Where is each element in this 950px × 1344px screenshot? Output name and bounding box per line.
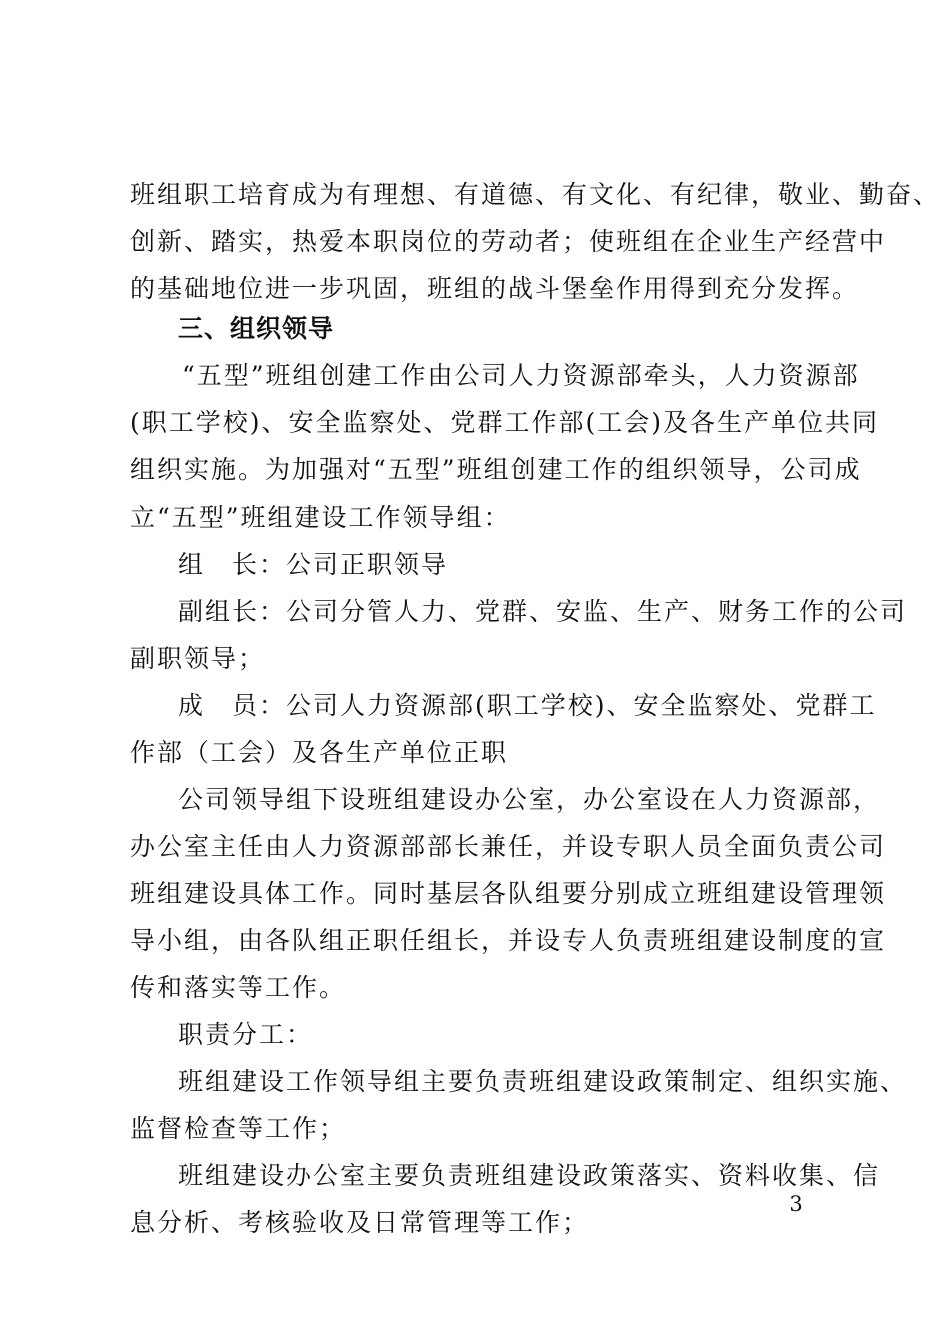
text-line: 公司领导组下设班组建设办公室，办公室设在人力资源部， bbox=[178, 785, 881, 814]
section-heading: 三、组织领导 bbox=[178, 314, 335, 343]
text-line: 监督检查等工作； bbox=[130, 1114, 347, 1143]
text-line: 立“五型”班组建设工作领导组： bbox=[130, 503, 511, 532]
text-line: 班组职工培育成为有理想、有道德、有文化、有纪律，敬业、勤奋、 bbox=[130, 180, 941, 209]
text-line: (职工学校)、安全监察处、党群工作部(工会)及各生产单位共同 bbox=[130, 408, 880, 437]
text-line: 组织实施。为加强对“五型”班组创建工作的组织领导，公司成 bbox=[130, 455, 862, 484]
text-line: 副组长：公司分管人力、党群、安监、生产、财务工作的公司 bbox=[178, 597, 908, 626]
text-line: 创新、踏实，热爱本职岗位的劳动者；使班组在企业生产经营中 bbox=[130, 227, 887, 256]
text-line: 的基础地位进一步巩固，班组的战斗堡垒作用得到充分发挥。 bbox=[130, 274, 860, 303]
text-line: 班组建设工作领导组主要负责班组建设政策制定、组织实施、 bbox=[178, 1067, 908, 1096]
text-line: 副职领导； bbox=[130, 644, 266, 673]
text-line: 职责分工： bbox=[178, 1020, 314, 1049]
text-line: 班组建设办公室主要负责班组建设政策落实、资料收集、信 bbox=[178, 1161, 881, 1190]
text-line: 导小组，由各队组正职任组长，并设专人负责班组建设制度的宣 bbox=[130, 926, 887, 955]
text-line: 成 员：公司人力资源部(职工学校)、安全监察处、党群工 bbox=[178, 691, 877, 720]
text-line: 组 长：公司正职领导 bbox=[178, 550, 449, 579]
page-number: 3 bbox=[789, 1192, 803, 1216]
text-line: 办公室主任由人力资源部部长兼任，并设专职人员全面负责公司 bbox=[130, 832, 887, 861]
text-line: “五型”班组创建工作由公司人力资源部牵头，人力资源部 bbox=[182, 361, 860, 390]
text-line: 作部（工会）及各生产单位正职 bbox=[130, 738, 509, 767]
text-line: 班组建设具体工作。同时基层各队组要分别成立班组建设管理领 bbox=[130, 879, 887, 908]
text-line: 传和落实等工作。 bbox=[130, 973, 347, 1002]
text-line: 息分析、考核验收及日常管理等工作； bbox=[130, 1208, 590, 1237]
